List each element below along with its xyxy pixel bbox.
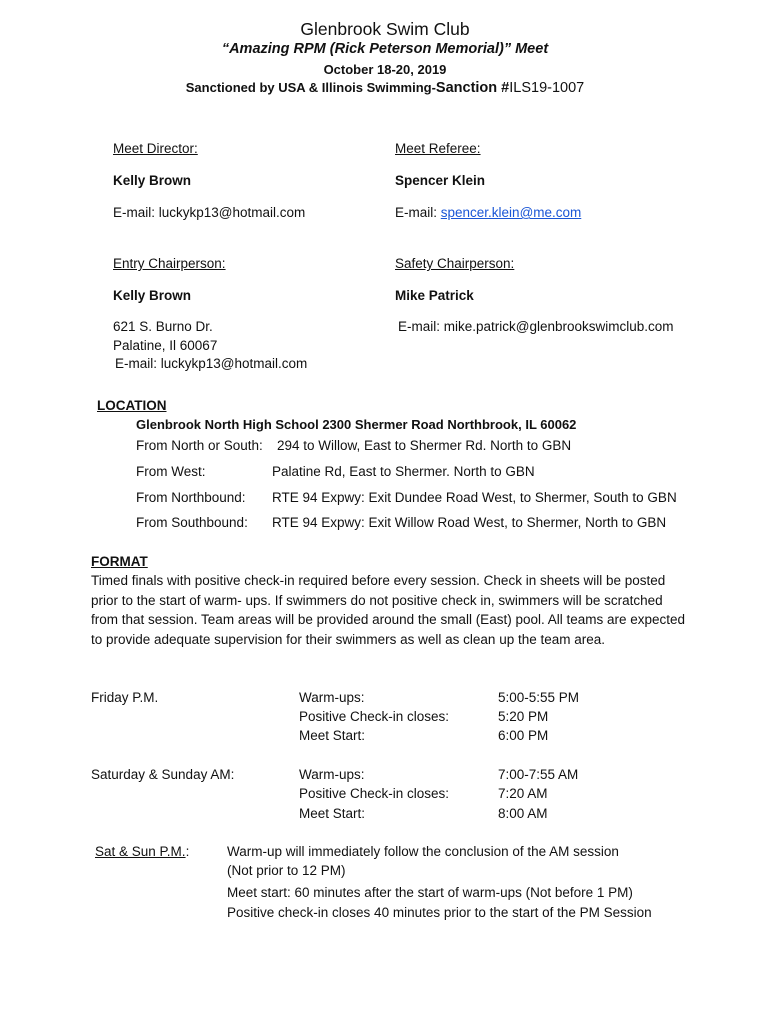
meet-referee-label: Meet Referee: [395,141,481,156]
direction-route-0: 294 to Willow, East to Shermer Rd. North to GBN [277,438,572,453]
friday-time-2: 6:00 PM [498,728,549,743]
location-address: Glenbrook North High School 2300 Shermer Road Northbrook, IL 60062 [136,417,577,432]
direction-from-3: From Southbound: [136,515,248,530]
location-heading: LOCATION [97,398,167,413]
sanction-number: ILS19-1007 [509,80,585,96]
weekend-am-event-2: Meet Start: [299,806,366,821]
friday-time-1: 5:20 PM [498,709,549,724]
friday-event-2: Meet Start: [299,728,366,743]
weekend-am-time-2: 8:00 AM [498,806,548,821]
entry-chair-label: Entry Chairperson: [113,256,226,271]
direction-from-1: From West: [136,464,206,479]
weekend-pm-label-text: Sat & Sun P.M. [95,844,186,859]
club-title: Glenbrook Swim Club [300,19,470,39]
direction-route-1: Palatine Rd, East to Shermer. North to GBN [272,464,535,479]
entry-chair-address1: 621 S. Burno Dr. [113,319,213,334]
direction-from-0: From North or South: [136,438,263,453]
weekend-pm-label [95,844,189,859]
format-heading: FORMAT [91,554,148,569]
meet-dates: October 18-20, 2019 [323,62,447,77]
weekend-am-event-0: Warm-ups: [299,767,365,782]
entry-chair-name: Kelly Brown [113,288,192,303]
weekend-am-time-0: 7:00-7:55 AM [498,767,579,782]
meet-name: “Amazing RPM (Rick Peterson Memorial)” Meet [221,41,549,57]
friday-event-1: Positive Check-in closes: [299,709,450,724]
weekend-pm-line-0: Warm-up will immediately follow the conclusion of the AM session [227,844,619,859]
safety-chair-email: E-mail: mike.patrick@glenbrookswimclub.com [398,319,674,334]
format-paragraph: Timed finals with positive check-in required before every session. Check in sheets will be posted prior to the start of warm- ups. If swimmers do not positive check in, swimmers will be scratched from that session. Team areas will be provided around the small (East) pool. All teams are expected to provide adequate supervision for their swimmers as well as clean up the team area. [91,573,686,647]
meet-director-label: Meet Director: [113,141,198,156]
friday-event-0: Warm-ups: [299,690,365,705]
direction-route-2: RTE 94 Expwy: Exit Dundee Road West, to Shermer, South to GBN [272,490,677,505]
safety-chair-label: Safety Chairperson: [395,256,515,271]
email-label: E-mail: [113,205,159,220]
entry-chair-email: E-mail: luckykp13@hotmail.com [115,356,308,371]
weekend-am-event-1: Positive Check-in closes: [299,786,450,801]
friday-label: Friday P.M. [91,690,159,705]
weekend-pm-line-1: (Not prior to 12 PM) [227,863,346,878]
meet-referee-email-line [395,205,581,220]
meet-referee-email-link[interactable]: spencer.klein@me.com [440,205,582,220]
safety-chair-name: Mike Patrick [395,288,474,303]
meet-director-name: Kelly Brown [113,173,192,188]
sanction-prefix: Sanctioned by USA & Illinois Swimming- [185,80,436,95]
weekend-am-label: Saturday & Sunday AM: [91,767,235,782]
weekend-pm-colon: : [185,844,190,859]
direction-route-3: RTE 94 Expwy: Exit Willow Road West, to Shermer, North to GBN [272,515,667,530]
weekend-pm-line-2: Meet start: 60 minutes after the start of warm-ups (Not before 1 PM) [227,885,633,900]
sanction-word: Sanction # [435,80,510,96]
email-label: E-mail: [395,205,441,220]
meet-director-email: luckykp13@hotmail.com [158,205,306,220]
meet-director-email-line [113,205,305,220]
meet-referee-name: Spencer Klein [395,173,486,188]
friday-time-0: 5:00-5:55 PM [498,690,580,705]
weekend-am-time-1: 7:20 AM [498,786,548,801]
sanction-line [0,80,770,96]
entry-chair-address2: Palatine, Il 60067 [113,338,218,353]
direction-from-2: From Northbound: [136,490,246,505]
weekend-pm-line-3: Positive check-in closes 40 minutes prior to the start of the PM Session [227,905,652,920]
